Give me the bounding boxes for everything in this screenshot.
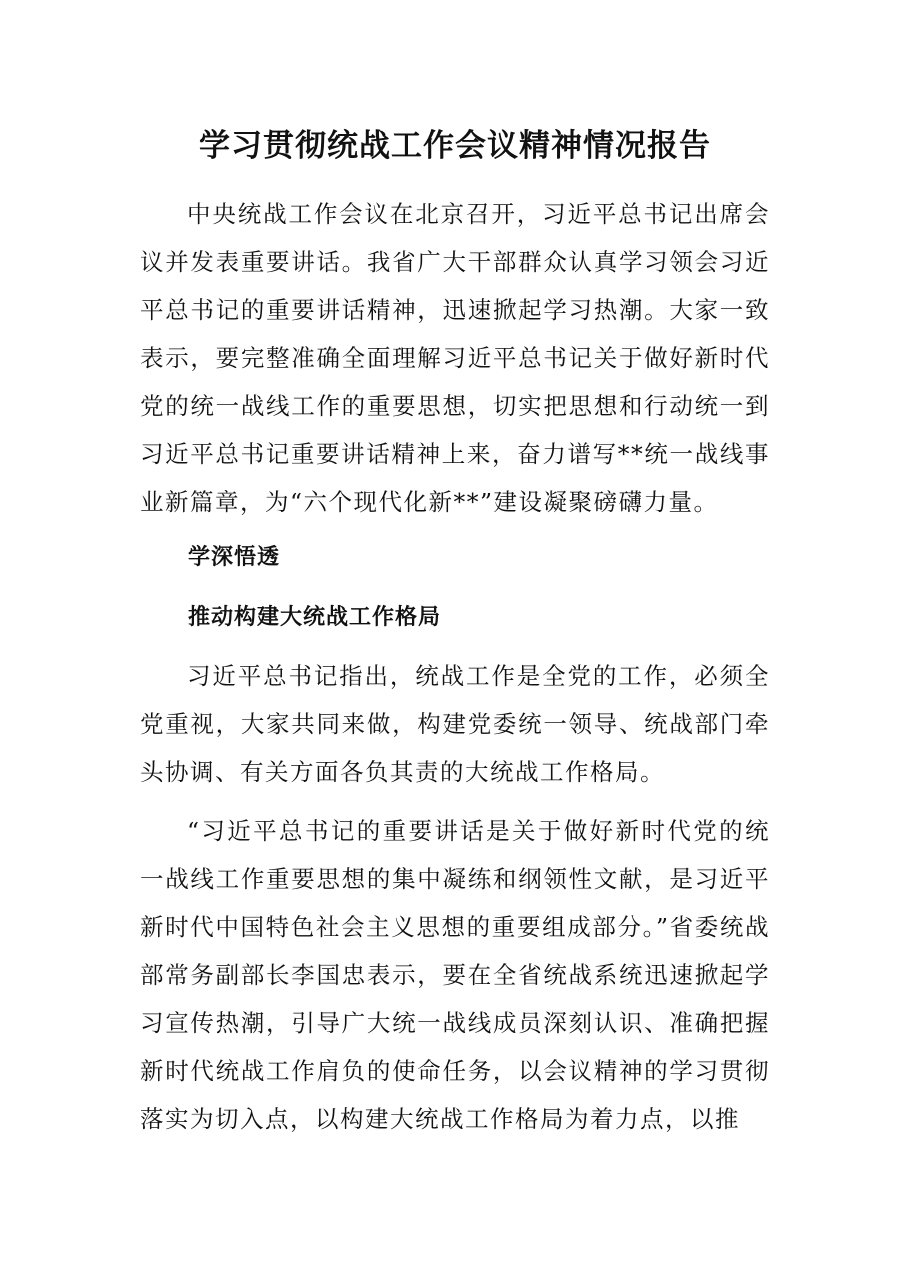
paragraph-quote: “习近平总书记的重要讲话是关于做好新时代党的统一战线工作重要思想的集中凝练和纲领性文献，是习近平新时代中国特色社会主义思想的重要组成部分。”省委统战部常务副部长李国忠表示，要在全省统战系统迅速掀起学习宣传热潮，引导广大统一战线成员深刻认识、准确把握新时代统战工作肩负的使命任务，以会议精神的学习贯彻落实为切入点，以构建大统战工作格局为着力点，以推 [140,817,770,1133]
paragraph-intro: 中央统战工作会议在北京召开，习近平总书记出席会议并发表重要讲话。我省广大干部群众认真学习领会习近平总书记的重要讲话精神，迅速掀起学习热潮。大家一致表示，要完整准确全面理解习近平总书记关于做好新时代党的统一战线工作的重要思想，切实把思想和行动统一到习近平总书记重要讲话精神上来，奋力谱写**统一战线事业新篇章，为“六个现代化新**”建设凝聚磅礴力量。 [140,200,770,516]
subsection-heading: 推动构建大统战工作格局 [188,605,442,630]
paragraph-work-pattern: 习近平总书记指出，统战工作是全党的工作，必须全党重视，大家共同来做，构建党委统一领导、统战部门牵头协调、有关方面各负其责的大统战工作格局。 [140,662,770,786]
section-heading: 学深悟透 [188,545,281,570]
document-title: 学习贯彻统战工作会议精神情况报告 [199,128,711,164]
